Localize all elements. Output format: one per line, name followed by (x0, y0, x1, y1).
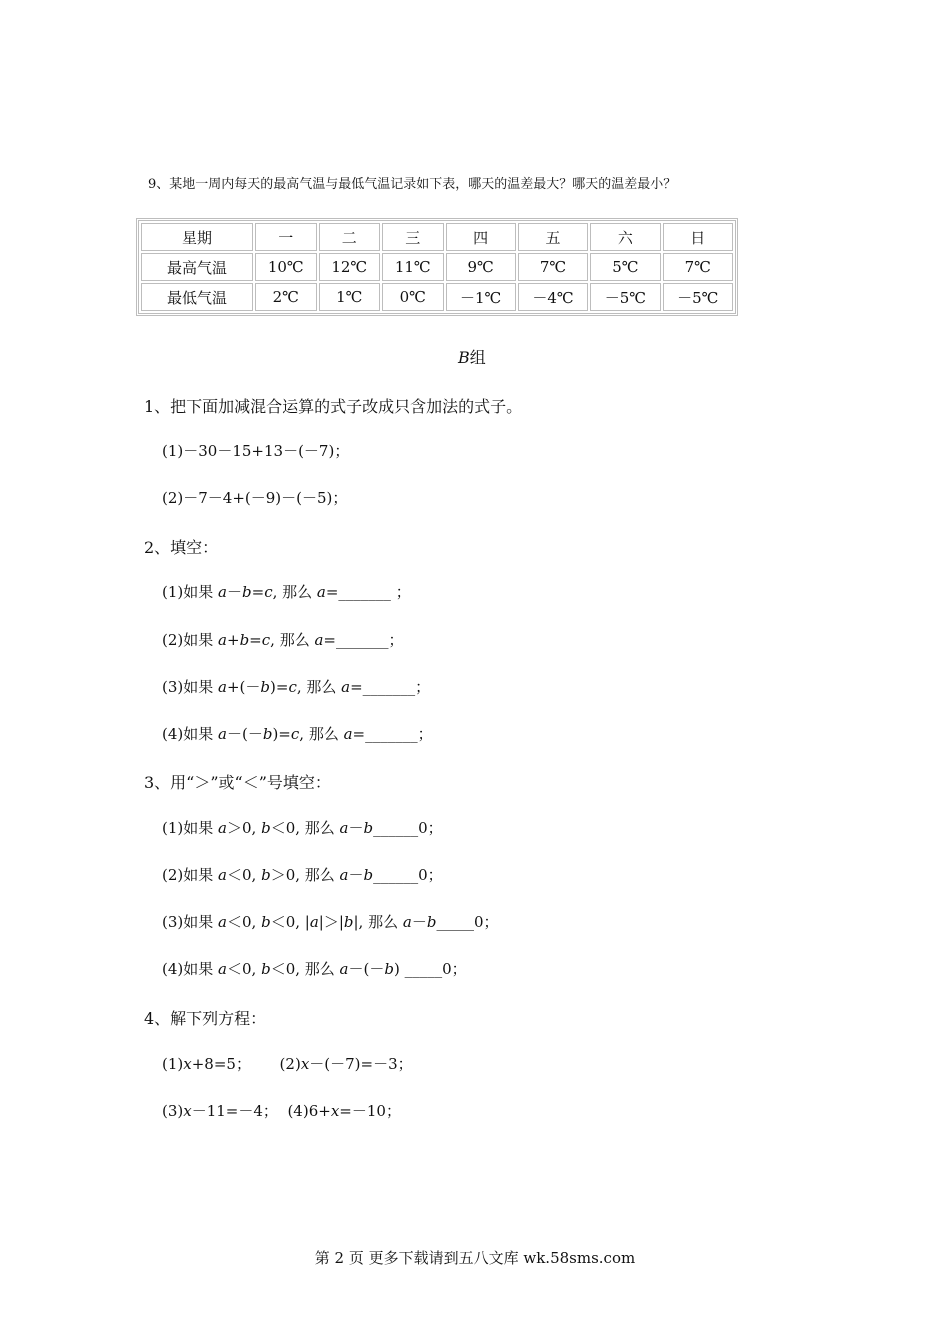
table-cell: －5℃ (663, 283, 733, 311)
temperature-table (136, 218, 738, 316)
question-3-item: (1)如果 a＞0, b＜0, 那么 a－b______0； (162, 819, 443, 837)
table-cell: 1℃ (319, 283, 381, 311)
table-cell: 7℃ (663, 253, 733, 281)
table-cell: 六 (590, 223, 660, 251)
table-cell: 11℃ (382, 253, 444, 281)
table-cell: －5℃ (590, 283, 660, 311)
question-1-title: 1、把下面加减混合运算的式子改成只含加法的式子。 (144, 397, 523, 416)
table-row (141, 253, 733, 281)
question-3-item: (4)如果 a＜0, b＜0, 那么 a－(－b) _____0； (162, 960, 467, 978)
page-footer: 第 2 页 更多下载请到五八文库 wk.58sms.com (314, 1249, 636, 1267)
table-cell: 2℃ (255, 283, 317, 311)
question-2-item: (3)如果 a+(－b)=c, 那么 a=_______； (162, 678, 431, 696)
table-cell: 星期 (141, 223, 253, 251)
table-header-row (141, 223, 733, 251)
table-row (141, 283, 733, 311)
table-cell: 9℃ (446, 253, 516, 281)
table-cell: 12℃ (319, 253, 381, 281)
table-cell: 最低气温 (141, 283, 253, 311)
question-3-title: 3、用“＞”或“＜”号填空： (144, 773, 331, 792)
table-cell: 最高气温 (141, 253, 253, 281)
group-letter: B (458, 348, 470, 367)
table-cell: －4℃ (518, 283, 588, 311)
table-cell: 四 (446, 223, 516, 251)
table-cell: 日 (663, 223, 733, 251)
question-2-title: 2、填空： (144, 538, 219, 557)
question-3-item: (3)如果 a＜0, b＜0, |a|＞|b|, 那么 a－b_____0； (162, 913, 499, 931)
question-2-item: (4)如果 a－(－b)=c, 那么 a=_______； (162, 725, 433, 743)
question-1-item: (2)－7－4+(－9)－(－5)； (162, 489, 348, 507)
table-cell: 五 (518, 223, 588, 251)
question-4-title: 4、解下列方程： (144, 1009, 267, 1028)
group-heading (458, 345, 486, 368)
question-1-item: (1)－30－15+13－(－7)； (162, 442, 350, 460)
question-9-text: 9、某地一周内每天的最高气温与最低气温记录如下表，哪天的温差最大？哪天的温差最小？ (148, 177, 677, 192)
table-cell: 7℃ (518, 253, 588, 281)
question-2-item: (2)如果 a+b=c, 那么 a=_______； (162, 631, 404, 649)
table-cell: －1℃ (446, 283, 516, 311)
table-cell: 10℃ (255, 253, 317, 281)
table-cell: 三 (382, 223, 444, 251)
table-cell: 5℃ (590, 253, 660, 281)
question-4-item: (1)x+8=5； (2)x－(－7)=－3； (162, 1055, 413, 1073)
table-cell: 0℃ (382, 283, 444, 311)
question-3-item: (2)如果 a＜0, b＞0, 那么 a－b______0； (162, 866, 443, 884)
question-2-item: (1)如果 a－b=c, 那么 a=_______ ； (162, 583, 411, 601)
question-4-item: (3)x－11=－4； (4)6+x=－10； (162, 1102, 401, 1120)
group-label: 组 (469, 348, 486, 367)
table-cell: 二 (319, 223, 381, 251)
table-cell: 一 (255, 223, 317, 251)
